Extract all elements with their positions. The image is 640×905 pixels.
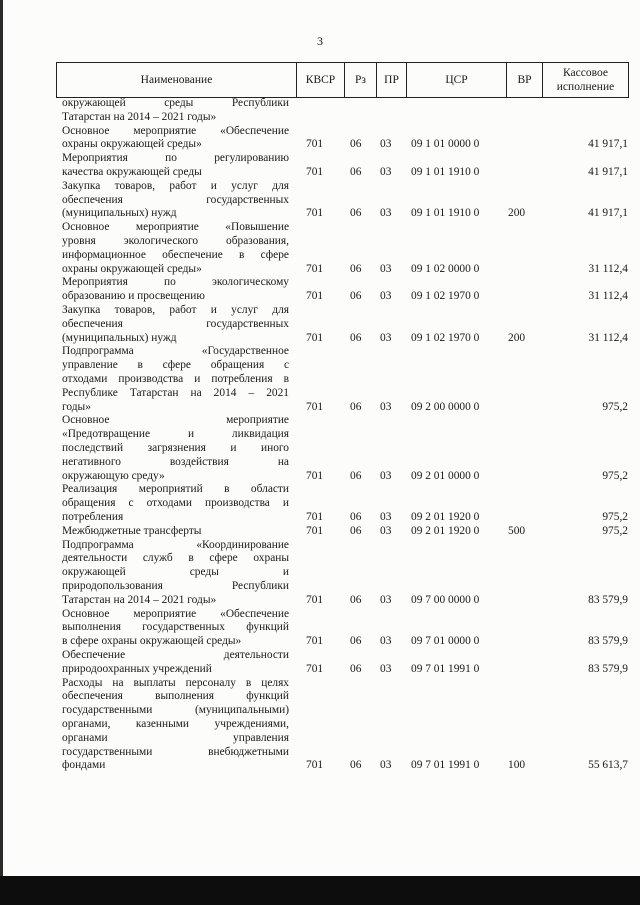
row-amount: 41 917,1 [588,138,628,151]
row-vr: 100 [508,759,526,772]
row-name [62,539,289,608]
row-pr: 03 [380,635,392,648]
row-name-line: государственными внебюджетными [62,745,289,758]
row-name-line: обращения с отходами производства и [62,497,289,510]
row-kvsr: 701 [306,290,324,303]
row-name-line: в сфере охраны окружающей среды» [62,635,242,648]
row-name-line: Республике Татарстан на 2014 – 2021 [62,386,289,399]
row-pr: 03 [380,207,392,220]
row-name-line: органами управления [62,731,289,744]
header-kvsr: КВСР [297,63,345,98]
row-pr: 03 [380,290,392,303]
row-pr: 03 [380,331,392,344]
row-kvsr: 701 [306,593,324,606]
row-kvsr: 701 [306,662,324,675]
row-name-line: Закупка товаров, работ и услуг для [62,303,289,316]
row-amount: 41 917,1 [588,207,628,220]
row-rz: 06 [350,290,362,303]
row-pr: 03 [380,593,392,606]
row-csr: 09 2 01 1920 0 [411,524,480,537]
row-kvsr: 701 [306,400,324,413]
row-name-line: Основное мероприятие «Обеспечение [62,124,289,137]
row-name [62,525,289,539]
row-pr: 03 [380,165,392,178]
header-pr: ПР [377,63,407,98]
row-name-line: уровня экологического образования, [62,234,289,247]
row-name [62,483,289,524]
row-pr: 03 [380,262,392,275]
row-name-line: деятельности служб в сфере охраны [62,552,289,565]
row-csr: 09 1 01 1910 0 [411,165,480,178]
row-name-line: обеспечения государственных [62,317,289,330]
row-pr: 03 [380,510,392,523]
table-body [0,97,640,773]
row-name [62,345,289,414]
row-amount: 83 579,9 [588,635,628,648]
row-kvsr: 701 [306,510,324,523]
row-name-line: Закупка товаров, работ и услуг для [62,179,289,192]
row-name-line: годы» [62,400,91,413]
row-name-line: обеспечения государственных [62,193,289,206]
row-csr: 09 1 02 0000 0 [411,262,480,275]
row-rz: 06 [350,262,362,275]
row-vr: 200 [508,207,526,220]
row-rz: 06 [350,138,362,151]
row-amount: 41 917,1 [588,165,628,178]
row-name [62,97,289,125]
row-rz: 06 [350,662,362,675]
row-name-line: информационное обеспечение в сфере [62,248,289,261]
table-row [0,221,640,276]
row-name [62,677,289,774]
table-row [0,276,640,304]
row-name [62,276,289,304]
header-rz: Рз [345,63,377,98]
row-name-line: охраны окружающей среды» [62,138,202,151]
row-name-line: «Предотвращение и ликвидация [62,428,289,441]
row-name [62,414,289,483]
row-rz: 06 [350,207,362,220]
row-name-line: Мероприятия по регулированию [62,152,289,165]
table-row [0,345,640,414]
table-row [0,649,640,677]
row-name-line: последствий загрязнения и иного [62,441,289,454]
row-name-line: Межбюджетные трансферты [62,524,202,537]
row-name-line: управление в сфере обращения с [62,359,289,372]
row-name-line: Реализация мероприятий в области [62,483,289,496]
row-name-line: органами, казенными учреждениями, [62,717,289,730]
table-row [0,152,640,180]
row-pr: 03 [380,138,392,151]
row-amount: 83 579,9 [588,593,628,606]
row-rz: 06 [350,400,362,413]
row-name-line: (муниципальных) нужд [62,331,177,344]
row-amount: 31 112,4 [588,331,628,344]
row-kvsr: 701 [306,262,324,275]
row-amount: 975,2 [602,524,628,537]
row-rz: 06 [350,331,362,344]
table-row [0,180,640,221]
row-rz: 06 [350,593,362,606]
row-amount: 975,2 [602,400,628,413]
row-name-line: выполнения государственных функций [62,621,289,634]
row-name [62,649,289,677]
row-name-line: Обеспечение деятельности [62,648,289,661]
row-csr: 09 2 00 0000 0 [411,400,480,413]
row-amount: 975,2 [602,469,628,482]
row-name [62,180,289,221]
row-amount: 55 613,7 [588,759,628,772]
row-name-line: качества окружающей среды [62,165,202,178]
row-amount: 31 112,4 [588,290,628,303]
row-name-line: охраны окружающей среды» [62,262,202,275]
row-rz: 06 [350,165,362,178]
row-kvsr: 701 [306,331,324,344]
table-row [0,304,640,345]
row-name-line: природопользования Республики [62,579,289,592]
row-vr: 500 [508,524,526,537]
row-csr: 09 1 02 1970 0 [411,290,480,303]
row-name-line: фондами [62,759,106,772]
row-kvsr: 701 [306,207,324,220]
row-name-line: природоохранных учреждений [62,662,212,675]
row-csr: 09 2 01 1920 0 [411,510,480,523]
row-csr: 09 1 02 1970 0 [411,331,480,344]
row-csr: 09 7 01 1991 0 [411,759,480,772]
row-csr: 09 7 00 0000 0 [411,593,480,606]
row-name-line: Мероприятия по экологическому [62,276,289,289]
row-name-line: Основное мероприятие «Обеспечение [62,607,289,620]
row-name-line: Подпрограмма «Координирование [62,538,289,551]
row-kvsr: 701 [306,759,324,772]
page-number: 3 [317,34,323,48]
row-name-line: окружающей среды Республики [62,97,289,109]
row-vr: 200 [508,331,526,344]
row-name-line: Татарстан на 2014 – 2021 годы» [62,110,217,123]
header-vr: ВР [507,63,543,98]
row-name [62,608,289,649]
row-kvsr: 701 [306,635,324,648]
header-amount-line2: исполнение [556,81,615,93]
row-name-line: окружающей среды и [62,566,289,579]
row-kvsr: 701 [306,469,324,482]
table-row [0,125,640,153]
row-amount: 83 579,9 [588,662,628,675]
row-name-line: Расходы на выплаты персоналу в целях [62,676,289,689]
table-row [0,677,640,774]
row-kvsr: 701 [306,524,324,537]
row-rz: 06 [350,469,362,482]
row-csr: 09 7 01 0000 0 [411,635,480,648]
row-name-line: образованию и просвещению [62,290,205,303]
row-name-line: Основное мероприятие [62,414,289,427]
row-kvsr: 701 [306,138,324,151]
row-name [62,152,289,180]
table-header [56,62,629,98]
row-name-line: потребления [62,510,124,523]
table-row [0,414,640,483]
header-csr: ЦСР [407,63,507,98]
row-csr: 09 7 01 1991 0 [411,662,480,675]
row-rz: 06 [350,635,362,648]
row-name-line: Татарстан на 2014 – 2021 годы» [62,593,217,606]
row-pr: 03 [380,759,392,772]
row-name-line: (муниципальных) нужд [62,207,177,220]
row-pr: 03 [380,469,392,482]
row-name-line: отходами производства и потребления в [62,372,289,385]
row-pr: 03 [380,400,392,413]
row-name [62,304,289,345]
header-amount [543,63,629,98]
row-csr: 09 2 01 0000 0 [411,469,480,482]
row-name-line: государственными (муниципальными) [62,704,289,717]
header-amount-line1: Кассовое [563,67,608,79]
row-name-line: окружающую среду» [62,469,165,482]
row-csr: 09 1 01 0000 0 [411,138,480,151]
row-name [62,221,289,276]
row-rz: 06 [350,759,362,772]
table-row [0,97,640,125]
row-amount: 31 112,4 [588,262,628,275]
row-amount: 975,2 [602,510,628,523]
row-pr: 03 [380,662,392,675]
row-csr: 09 1 01 1910 0 [411,207,480,220]
row-name-line: обеспечения выполнения функций [62,690,289,703]
table-row [0,539,640,608]
row-name [62,125,289,153]
row-kvsr: 701 [306,165,324,178]
table-row [0,525,640,539]
table-row [0,483,640,524]
row-rz: 06 [350,524,362,537]
row-rz: 06 [350,510,362,523]
row-name-line: негативного воздействия на [62,455,289,468]
row-name-line: Основное мероприятие «Повышение [62,221,289,234]
scan-bottom-border [0,876,640,905]
row-pr: 03 [380,524,392,537]
table-row [0,608,640,649]
row-name-line: Подпрограмма «Государственное [62,345,289,358]
header-name: Наименование [57,63,297,98]
